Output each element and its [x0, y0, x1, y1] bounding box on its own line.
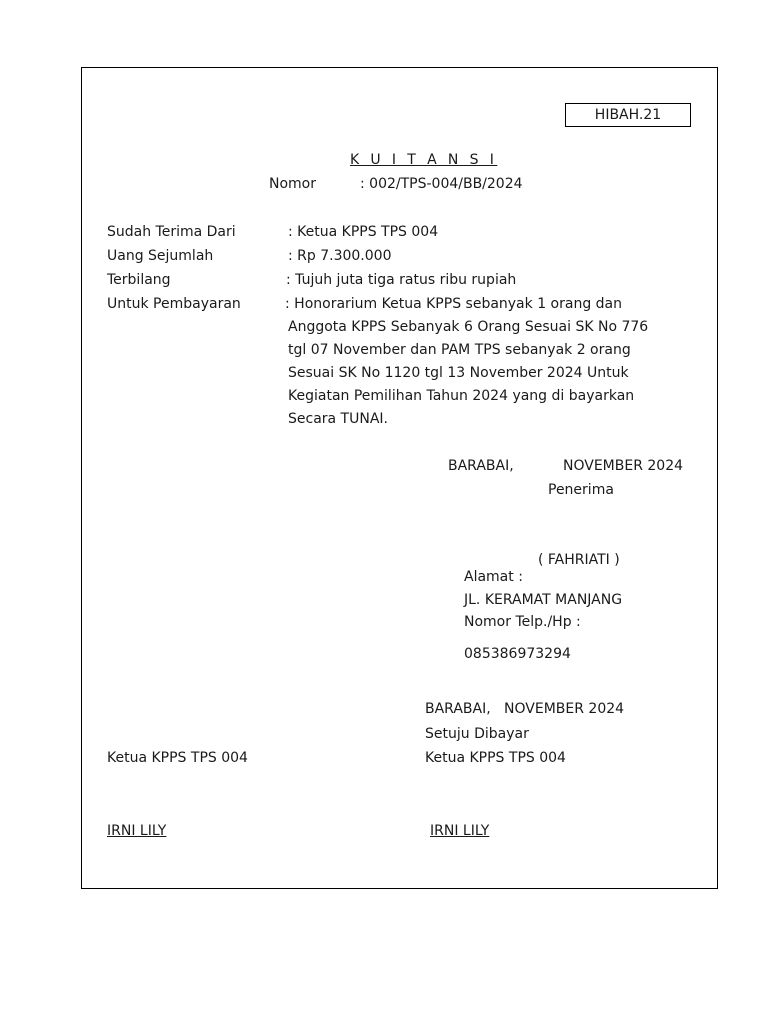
receipt-title: K U I T A N S I: [350, 152, 498, 168]
words-value: : Tujuh juta tiga ratus ribu rupiah: [286, 272, 517, 288]
nomor-value: : 002/TPS-004/BB/2024: [360, 176, 523, 192]
words-label: Terbilang: [107, 272, 171, 288]
receiver-place: BARABAI,: [448, 458, 514, 474]
from-label: Sudah Terima Dari: [107, 224, 236, 240]
purpose-line: Kegiatan Pemilihan Tahun 2024 yang di bayarkan: [288, 388, 635, 404]
address-value: JL. KERAMAT MANJANG: [464, 592, 623, 608]
amount-value: : Rp 7.300.000: [288, 248, 392, 264]
receiver-name: ( FAHRIATI ): [538, 552, 620, 568]
address-label: Alamat :: [464, 569, 523, 585]
approval-status: Setuju Dibayar: [425, 726, 529, 742]
purpose-line: : Honorarium Ketua KPPS sebanyak 1 orang dan: [285, 296, 623, 312]
document-code: HIBAH.21: [565, 103, 691, 127]
right-signer-name: IRNI LILY: [430, 823, 490, 839]
from-value: : Ketua KPPS TPS 004: [288, 224, 439, 240]
purpose-line: Sesuai SK No 1120 tgl 13 November 2024 Untuk: [288, 365, 629, 381]
left-signer-name: IRNI LILY: [107, 823, 167, 839]
left-signer-role: Ketua KPPS TPS 004: [107, 750, 248, 766]
purpose-line: Anggota KPPS Sebanyak 6 Orang Sesuai SK No 776: [288, 319, 649, 335]
purpose-line: tgl 07 November dan PAM TPS sebanyak 2 orang: [288, 342, 631, 358]
phone-value: 085386973294: [464, 646, 571, 662]
receiver-date: NOVEMBER 2024: [563, 458, 684, 474]
purpose-label: Untuk Pembayaran: [107, 296, 241, 312]
approval-place-date: BARABAI, NOVEMBER 2024: [425, 701, 625, 717]
purpose-line: Secara TUNAI.: [288, 411, 388, 427]
nomor-label: Nomor: [269, 176, 316, 192]
right-signer-role: Ketua KPPS TPS 004: [425, 750, 566, 766]
receiver-role: Penerima: [548, 482, 614, 498]
phone-label: Nomor Telp./Hp :: [464, 614, 581, 630]
amount-label: Uang Sejumlah: [107, 248, 214, 264]
